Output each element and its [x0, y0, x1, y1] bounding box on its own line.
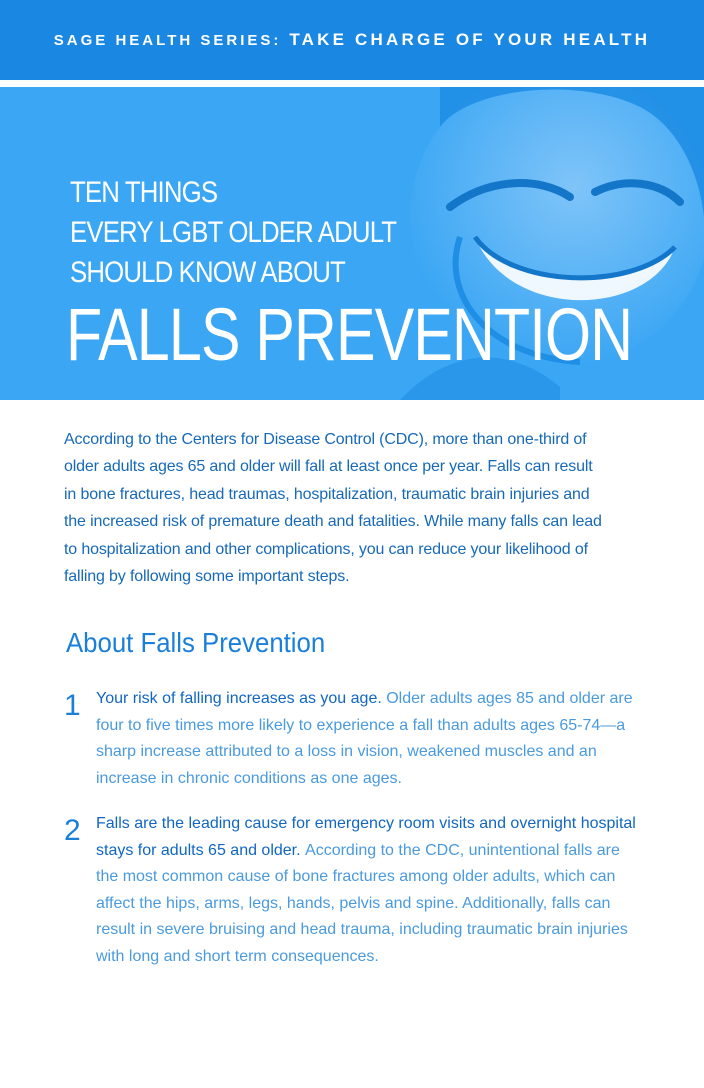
intro-paragraph [64, 426, 649, 590]
series-header-bar [0, 0, 704, 80]
intro-line: falling by following some important steps. [64, 568, 350, 586]
series-header-text [0, 30, 704, 50]
hero-banner [0, 87, 704, 400]
series-tagline: TAKE CHARGE OF YOUR HEALTH [289, 30, 651, 49]
item-lead: Falls are the leading cause for emergency room visits and overnight hospital stays for adults 65 and older. [96, 815, 636, 859]
intro-line: to hospitalization and other complications, you can reduce your likelihood of [64, 540, 588, 558]
hero-subtitle-line: EVERY LGBT OLDER ADULT [70, 216, 397, 249]
intro-line: the increased risk of premature death and fatalities. While many falls can lead [64, 513, 602, 531]
series-name: SAGE HEALTH SERIES: [53, 32, 282, 49]
hero-subtitle-line: SHOULD KNOW ABOUT [70, 256, 345, 289]
intro-line: According to the Centers for Disease Control (CDC), more than one-third of [64, 431, 587, 448]
hero-title: FALLS PREVENTION [66, 293, 633, 376]
intro-line: in bone fractures, head traumas, hospitalization, traumatic brain injuries and [64, 485, 590, 503]
item-lead: Your risk of falling increases as you age. [96, 690, 387, 707]
item-number: 1 [64, 689, 81, 722]
hero-subtitle-line: TEN THINGS [70, 176, 218, 209]
intro-line: older adults ages 65 and older will fall at least once per year. Falls can result [64, 458, 593, 476]
item-text [96, 811, 646, 971]
section-heading: About Falls Prevention [66, 627, 326, 658]
hero-subtitle [70, 173, 396, 293]
item-text [96, 686, 646, 792]
item-body: According to the CDC, unintentional falls are the most common cause of bone fractures among older adults, which can affect the hips, arms, legs, hands, pelvis and spine. Additionally, falls can result in severe bruising and head trauma, including traumatic brain injuries with long and short term consequences. [96, 841, 628, 965]
item-body: Older adults ages 85 and older are four to five times more likely to experience a fall than adults ages 65-74—a sharp increase attributed to a loss in vision, weakened muscles and an increase in chronic conditions as one ages. [96, 690, 633, 787]
item-number: 2 [64, 814, 81, 847]
